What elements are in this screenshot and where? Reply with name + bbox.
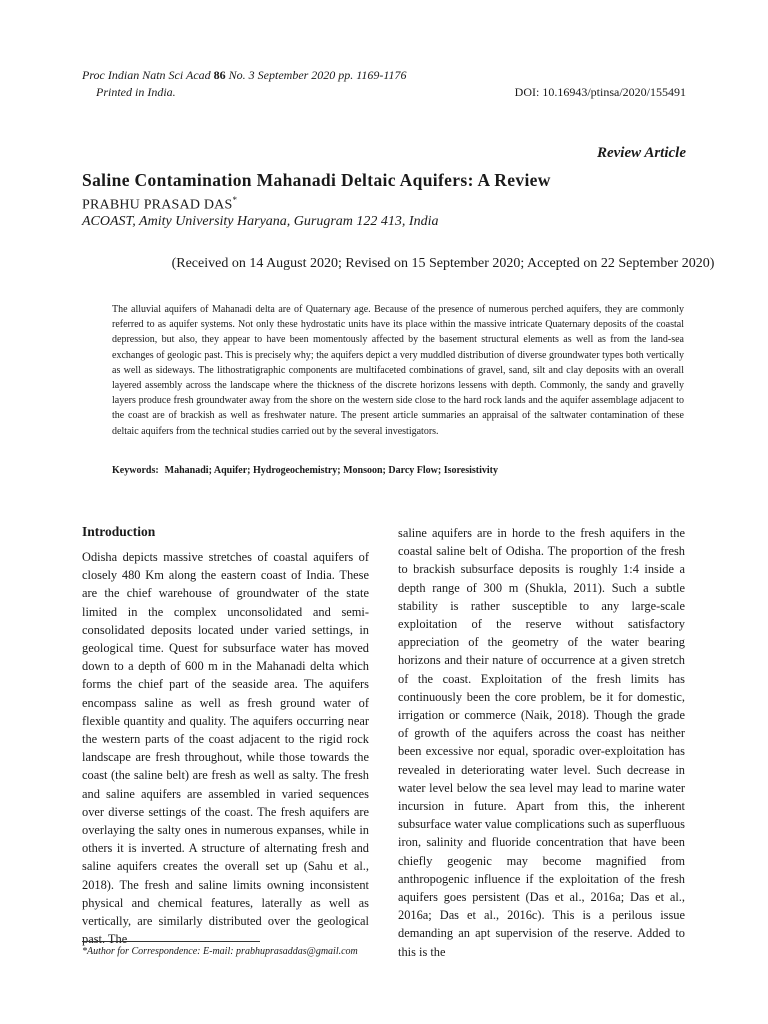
dates-text: (Received on 14 August 2020; Revised on 15 September 2020; Accepted on 22 September 2020): [171, 256, 715, 271]
abstract: The alluvial aquifers of Mahanadi delta are of Quaternary age. Because of the presence of numerous perched aquifers, they are commonly referred to as aquifer systems. Not only these hydrostatic units have its place within the massive intricate Quaternary deposits of the coastal depression, but also, they appear to have been momentously affected by the basement structural elements as well as from the land-sea exchanges of geologic past. This is precisely why; the aquifers depict a very muddled distribution of diverse groundwater types both vertically as well as sideways. The lithostratigraphic components are multifaceted combinations of gravel, sand, silt and clay deposits with an overall layered assembly across the landscape where the thickness of the discrete horizons lessens with depth. Commonly, the sandy and gravelly layers produce fresh groundwater away from the shore on the western side close to the hard rock lands and the aquifer assemblage adjacent to the coast are of brackish as well as freshwater nature. The present article summaries an appraisal of the saltwater contamination of these deltaic aquifers from the technical studies carried out by the several investigators.: [112, 304, 684, 437]
footnote-rule: [82, 941, 260, 942]
correspondence-footnote: *Author for Correspondence: E-mail: prabhuprasaddas@gmail.com: [82, 946, 358, 957]
keywords-label: Keywords:: [112, 465, 159, 476]
body-column-right: saline aquifers are in horde to the fresh aquifers in the coastal saline belt of Odisha. The proportion of the fresh to brackish subsurface deposits is roughly 1:4 inside a depth range of 300 m (Shukla, 2011). Such a subtle stability is rather susceptible to any large-scale exploitation of the reserve without satisfactory appreciation of the geometry of the water bearing horizons and their nature of occurrence at a given stretch of the coast. Exploitation of the fresh limits has continuously been the core problem, be it for domestic, irrigation or commerce (Naik, 2018). Though the grade of growth of the aquifers across the coast has neither been excessive nor equal, sporadic over-exploitation has revealed in deteriorating water level. Such decrease in water level below the sea level may lead to marine water incursion in future. Apart from this, the inherent subsurface water value complications such as superfluous iron, salinity and fluoride concentration that have been chiefly geogenic may become magnified from anthropogenic influence if the exploitation of the fresh aquifers goes persistent (Das et al., 2016a; Das et al., 2016a; Das et al., 2016c). This is a perilous issue demanding an apt supervision of the reserve. Added to this is the: [398, 526, 685, 959]
journal-abbrev: Proc Indian Natn Sci Acad: [82, 68, 211, 82]
issue-info: No. 3 September 2020 pp. 1169-1176: [228, 68, 407, 82]
journal-reference: [82, 68, 407, 83]
keywords: [112, 465, 498, 476]
body-column-left: Odisha depicts massive stretches of coastal aquifers of closely 480 Km along the eastern coast of India. These are the chief warehouse of groundwater of the state limited in the complex unconsolidated and semi-consolidated deposits located under varied settings, in geological time. Quest for subsurface water has moved down to a depth of 600 m in the Mahanadi delta which forms the chief part of the seaside area. The aquifers encompass saline as well as fresh ground water of flexible quantity and quality. The aquifers occurring near the western parts of the coast adjacent to the rigid rock landscape are fresh throughout, while those towards the coast (the saline belt) are fresh as well as salty. The fresh and saline aquifers are assembled in varied sequences over diverse settings of the coast. The fresh aquifers are overlaying the salty ones in numerous expanses, while in others it is inverted. A structure of alternating fresh and saline aquifers creates the overall set up (Sahu et al., 2018). The fresh and saline limits owning inconsistent physical and chemical features, laterally as well as vertically, are similarly distributed over the geological past. The: [82, 550, 369, 947]
author-name: PRABHU PRASAD DAS: [82, 197, 233, 213]
keywords-value: Mahanadi; Aquifer; Hydrogeochemistry; Monsoon; Darcy Flow; Isoresistivity: [164, 465, 498, 476]
article-type: Review Article: [596, 145, 686, 161]
affiliation: ACOAST, Amity University Haryana, Gurugram 122 413, India: [82, 214, 439, 229]
section-heading-introduction: Introduction: [82, 524, 156, 539]
printed-in: Printed in India.: [96, 85, 176, 99]
journal-volume: 86: [213, 68, 226, 82]
author-marker: *: [232, 195, 238, 205]
submission-dates: [0, 256, 768, 272]
doi: DOI: 10.16943/ptinsa/2020/155491: [514, 85, 686, 99]
paper-title: Saline Contamination Mahanadi Deltaic Aquifers: A Review: [82, 170, 551, 190]
author-line: [82, 195, 237, 214]
